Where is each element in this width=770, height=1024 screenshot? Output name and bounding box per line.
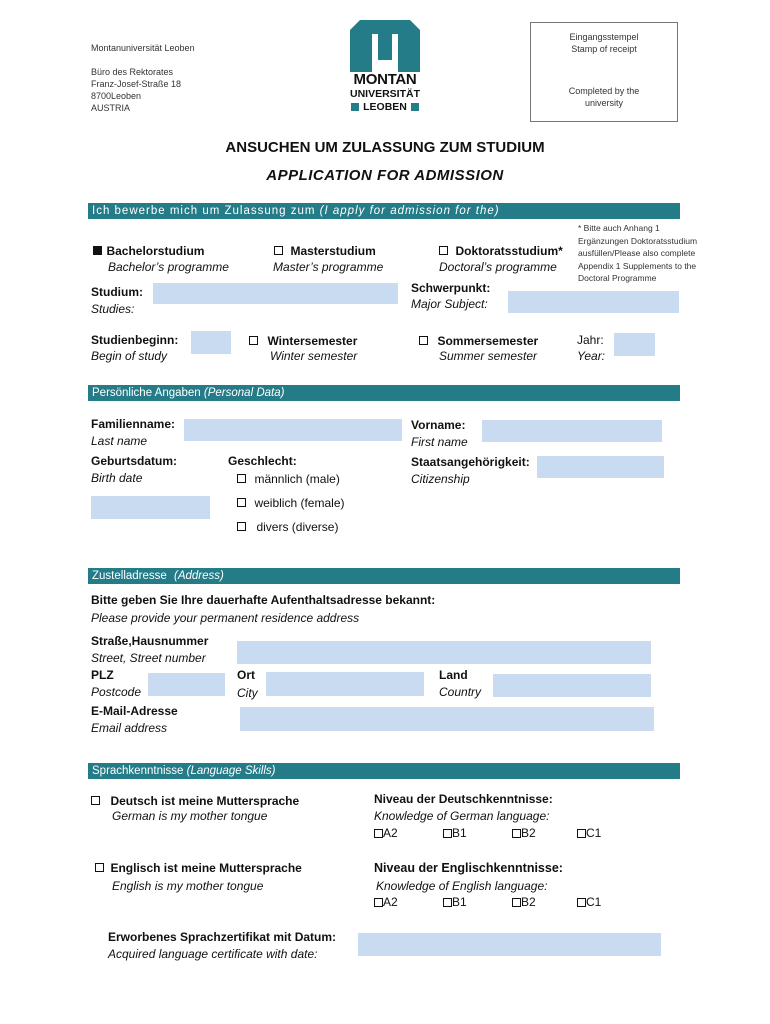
street-input[interactable] — [237, 641, 651, 664]
certificate-input[interactable] — [358, 933, 661, 956]
german-native-checkbox[interactable] — [91, 796, 100, 805]
doctoral-label-en: Doctoral’s programme — [439, 260, 557, 274]
page-subtitle: APPLICATION FOR ADMISSION — [266, 167, 504, 184]
year-label-en: Year: — [577, 349, 606, 363]
street-label: Straße,Hausnummer — [91, 634, 209, 648]
level-label: B2 — [521, 826, 536, 840]
english-b1-checkbox[interactable] — [443, 898, 452, 907]
bachelor-checkbox[interactable] — [93, 246, 102, 255]
city-label: Ort — [237, 668, 255, 682]
address-line: Franz-Josef-Straße 18 — [91, 79, 182, 89]
section-header-apply — [88, 203, 680, 219]
english-b2-checkbox[interactable] — [512, 898, 521, 907]
diverse-label: divers (diverse) — [256, 520, 339, 534]
logo-text-montan: MONTAN — [353, 71, 417, 88]
english-native-checkbox[interactable] — [95, 863, 104, 872]
level-label: B1 — [452, 895, 467, 909]
logo-bar-icon — [351, 103, 359, 111]
summer-checkbox[interactable] — [419, 336, 428, 345]
major-input[interactable] — [508, 291, 679, 313]
section-title-en: (Personal Data) — [203, 387, 285, 399]
male-checkbox[interactable] — [237, 474, 246, 483]
master-label: Masterstudium — [290, 244, 376, 258]
german-b1-checkbox[interactable] — [443, 829, 452, 838]
address-line: Montanuniversität Leoben — [91, 43, 195, 53]
note-line: * Bitte auch Anhang 1 — [578, 223, 660, 233]
section-title-en: (Language Skills) — [186, 765, 276, 777]
stamp-label: Completed by the — [568, 86, 640, 96]
english-native-label-en: English is my mother tongue — [112, 879, 264, 893]
level-label: B1 — [452, 826, 467, 840]
country-input[interactable] — [493, 674, 651, 697]
major-label-en: Major Subject: — [411, 297, 488, 311]
city-input[interactable] — [266, 672, 424, 696]
german-level-label: Niveau der Deutschkenntnisse: — [374, 792, 553, 806]
section-header-personal — [88, 385, 680, 401]
country-label-en: Country — [439, 685, 482, 699]
english-native-label: Englisch ist meine Muttersprache — [110, 861, 302, 875]
studies-label-en: Studies: — [91, 302, 135, 316]
english-level-label-en: Knowledge of English language: — [376, 879, 548, 893]
birthdate-label: Geburtsdatum: — [91, 454, 178, 468]
note-line: Appendix 1 Supplements to the — [578, 260, 697, 271]
address-line: 8700Leoben — [91, 91, 142, 101]
lastname-label: Familienname: — [91, 417, 176, 431]
level-label: C1 — [586, 895, 602, 909]
certificate-label-en: Acquired language certificate with date: — [108, 947, 318, 961]
studies-input[interactable] — [153, 283, 398, 304]
certificate-label: Erworbenes Sprachzertifikat mit Datum: — [108, 930, 337, 944]
section-title-en: (Address) — [174, 570, 224, 582]
street-label-en: Street, Street number — [91, 651, 206, 665]
year-label: Jahr: — [577, 333, 604, 347]
begin-label-en: Begin of study — [91, 349, 168, 363]
major-label: Schwerpunkt: — [411, 281, 491, 295]
winter-label: Wintersemester — [267, 334, 358, 348]
logo-bar-icon — [411, 103, 419, 111]
stamp-label: Eingangsstempel — [569, 32, 639, 42]
university-address — [91, 42, 195, 114]
section-title: Persönliche Angaben — [92, 387, 201, 399]
doctoral-label: Doktoratsstudium* — [455, 244, 563, 258]
section-title: Zustelladresse — [92, 570, 167, 582]
stamp-label: Stamp of receipt — [571, 44, 637, 54]
doctoral-note — [578, 222, 697, 285]
level-label: B2 — [521, 895, 536, 909]
female-label: weiblich (female) — [254, 496, 345, 510]
stamp-label: university — [584, 98, 623, 108]
begin-label: Studienbeginn: — [91, 333, 179, 347]
email-label: E-Mail-Adresse — [91, 704, 178, 718]
lastname-input[interactable] — [184, 419, 402, 441]
note-line: Ergänzungen Doktoratsstudium — [578, 235, 698, 246]
section-header-address — [88, 568, 680, 584]
german-native-label: Deutsch ist meine Muttersprache — [110, 794, 300, 808]
country-label: Land — [439, 668, 468, 682]
english-a2-checkbox[interactable] — [374, 898, 383, 907]
city-label-en: City — [237, 686, 258, 700]
section-title-en: (I apply for admission for the) — [319, 205, 500, 217]
postcode-label: PLZ — [91, 668, 114, 682]
section-title: Ich bewerbe mich um Zulassung zum — [92, 205, 316, 217]
lastname-label-en: Last name — [91, 434, 148, 448]
gender-label: Geschlecht: — [228, 454, 297, 468]
section-header-language — [88, 763, 680, 779]
summer-label-en: Summer semester — [439, 349, 538, 363]
logo-text-leoben: LEOBEN — [363, 101, 407, 113]
citizenship-input[interactable] — [537, 456, 664, 478]
address-line: AUSTRIA — [91, 103, 131, 113]
bachelor-label: Bachelorstudium — [106, 244, 205, 258]
firstname-label: Vorname: — [411, 418, 466, 432]
logo-text-universitat: UNIVERSITÄT — [350, 88, 421, 100]
birthdate-input[interactable] — [91, 496, 210, 519]
page-title: ANSUCHEN UM ZULASSUNG ZUM STUDIUM — [225, 139, 545, 156]
email-label-en: Email address — [91, 721, 168, 735]
summer-label: Sommersemester — [437, 334, 539, 348]
level-label: C1 — [586, 826, 602, 840]
german-a2-checkbox[interactable] — [374, 829, 383, 838]
birthdate-label-en: Birth date — [91, 471, 143, 485]
section-title: Sprachkenntnisse — [92, 765, 184, 777]
level-label: A2 — [383, 826, 398, 840]
female-checkbox[interactable] — [237, 498, 246, 507]
winter-checkbox[interactable] — [249, 336, 258, 345]
begin-input[interactable] — [191, 331, 231, 354]
male-label: männlich (male) — [254, 472, 340, 486]
note-line: ausfüllen/Please also complete — [578, 248, 696, 258]
english-c1-checkbox[interactable] — [577, 898, 586, 907]
firstname-input[interactable] — [482, 420, 662, 442]
german-b2-checkbox[interactable] — [512, 829, 521, 838]
address-line: Büro des Rektorates — [91, 67, 174, 77]
german-native-label-en: German is my mother tongue — [112, 809, 268, 823]
receipt-stamp-box — [530, 22, 678, 122]
diverse-checkbox[interactable] — [237, 522, 246, 531]
bachelor-label-en: Bachelor’s programme — [108, 260, 229, 274]
master-label-en: Master’s programme — [273, 260, 384, 274]
address-hint-en: Please provide your permanent residence address — [91, 611, 360, 625]
english-level-label: Niveau der Englischkenntnisse: — [374, 861, 563, 875]
studies-label: Studium: — [91, 285, 143, 299]
doctoral-checkbox[interactable] — [439, 246, 448, 255]
year-input[interactable] — [614, 333, 655, 356]
postcode-input[interactable] — [148, 673, 225, 696]
master-checkbox[interactable] — [274, 246, 283, 255]
note-line: Doctoral Programme — [578, 273, 657, 283]
address-hint: Bitte geben Sie Ihre dauerhafte Aufenthaltsadresse bekannt: — [91, 593, 436, 607]
german-level-label-en: Knowledge of German language: — [374, 809, 550, 823]
firstname-label-en: First name — [411, 435, 468, 449]
winter-label-en: Winter semester — [270, 349, 358, 363]
citizenship-label-en: Citizenship — [411, 472, 470, 486]
logo-mark-icon — [350, 20, 420, 72]
citizenship-label: Staatsangehörigkeit: — [411, 455, 530, 469]
postcode-label-en: Postcode — [91, 685, 142, 699]
level-label: A2 — [383, 895, 398, 909]
email-input[interactable] — [240, 707, 654, 731]
university-logo — [350, 20, 420, 116]
german-c1-checkbox[interactable] — [577, 829, 586, 838]
